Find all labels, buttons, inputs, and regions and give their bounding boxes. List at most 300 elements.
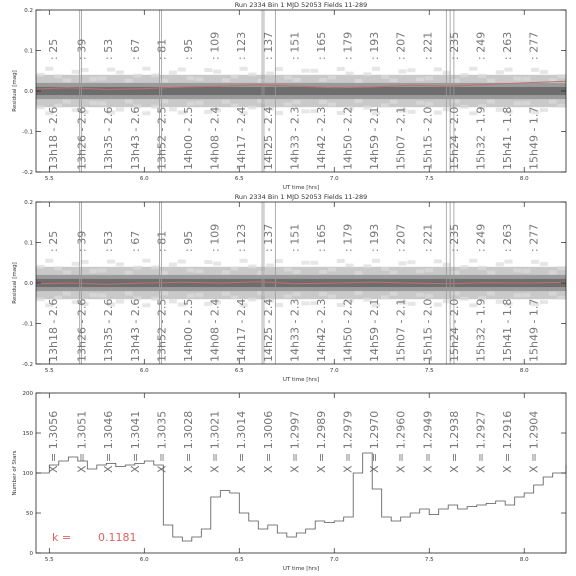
band-noise: [346, 72, 354, 76]
time-label: 13h43 - 2.6: [128, 298, 142, 362]
band-noise: [63, 292, 71, 296]
band-noise: [275, 303, 283, 307]
y-tick-label: 0.0: [24, 281, 33, 287]
band-noise: [151, 265, 159, 269]
x-tick-label: 6.5: [234, 176, 244, 182]
y-tick-label: 150: [22, 431, 33, 437]
band-noise: [63, 78, 71, 82]
band-noise: [248, 73, 256, 77]
band-noise: [169, 107, 177, 111]
field-label: : 123: [235, 31, 249, 60]
band-noise: [390, 292, 398, 296]
band-noise: [319, 270, 327, 274]
band-noise: [266, 71, 274, 75]
band-noise: [487, 79, 495, 83]
band-noise: [275, 259, 283, 263]
field-label: : 67: [128, 230, 142, 252]
field-label: : 221: [421, 31, 435, 60]
band-inner: [36, 87, 566, 95]
k-value: 0.1181: [98, 531, 137, 544]
band-noise: [72, 70, 80, 74]
band-noise: [381, 103, 389, 107]
field-label: : 25: [47, 230, 61, 252]
time-label: 15h41 - 1.8: [501, 106, 515, 170]
band-noise: [416, 269, 424, 273]
field-label: : 207: [394, 223, 408, 252]
band-noise: [346, 264, 354, 268]
band-noise: [116, 300, 124, 304]
airmass-label: X = 1.3041: [128, 410, 142, 473]
x-tick-label: 7.0: [329, 176, 339, 182]
x-tick-label: 6.5: [234, 557, 244, 563]
band-noise: [36, 265, 44, 269]
band-noise: [89, 101, 97, 105]
time-label: 14h17 - 2.4: [235, 298, 249, 362]
chart-title: Run 2334 Bin 1 MJD 52053 Fields 11-289: [234, 1, 368, 9]
field-label: : 109: [208, 223, 222, 252]
band-noise: [248, 297, 256, 301]
x-tick-label: 8.0: [519, 368, 529, 374]
band-noise: [266, 263, 274, 267]
field-label: : 179: [341, 223, 355, 252]
band-noise: [558, 296, 566, 300]
band-noise: [407, 110, 415, 114]
field-label: : 53: [102, 230, 116, 252]
x-tick-label: 5.5: [44, 557, 54, 563]
band-noise: [496, 70, 504, 74]
band-noise: [416, 101, 424, 105]
band-noise: [301, 261, 309, 265]
band-noise: [125, 271, 133, 275]
time-label: 14h59 - 2.1: [368, 106, 382, 170]
band-noise: [310, 261, 318, 265]
band-noise: [319, 292, 327, 296]
band-noise: [195, 293, 203, 297]
band-noise: [381, 295, 389, 299]
airmass-label: X = 1.2989: [314, 410, 328, 473]
band-noise: [142, 303, 150, 307]
x-tick-label: 7.0: [329, 557, 339, 563]
band-noise: [372, 67, 380, 71]
band-noise: [558, 104, 566, 108]
airmass-label: X = 1.2997: [288, 410, 302, 473]
time-label: 15h15 - 2.0: [421, 106, 435, 170]
time-label: 13h43 - 2.6: [128, 106, 142, 170]
band-noise: [363, 264, 371, 268]
band-noise: [222, 100, 230, 104]
airmass-label: X = 1.3046: [102, 410, 116, 473]
band-noise: [354, 79, 362, 83]
band-noise: [187, 268, 195, 272]
band-noise: [293, 292, 301, 296]
y-tick-label: 50: [26, 511, 33, 517]
band-noise: [222, 270, 230, 274]
band-noise: [390, 270, 398, 274]
time-label: 13h52 - 2.5: [155, 106, 169, 170]
x-tick-label: 6.0: [139, 176, 149, 182]
band-noise: [284, 268, 292, 272]
band-noise: [231, 75, 239, 79]
band-noise: [540, 70, 548, 74]
band-noise: [142, 111, 150, 115]
time-label: 14h33 - 2.3: [288, 106, 302, 170]
band-noise: [505, 260, 513, 264]
x-tick-label: 7.0: [329, 368, 339, 374]
airmass-label: X = 1.3014: [235, 410, 249, 473]
time-label: 15h32 - 1.9: [474, 106, 488, 170]
time-label: 14h17 - 2.4: [235, 106, 249, 170]
band-noise: [354, 99, 362, 103]
band-noise: [540, 262, 548, 266]
time-label: 15h41 - 1.8: [501, 298, 515, 362]
time-label: 15h32 - 1.9: [474, 298, 488, 362]
band-noise: [434, 303, 442, 307]
band-noise: [328, 103, 336, 107]
band-noise: [187, 76, 195, 80]
field-label: : 81: [155, 38, 169, 60]
field-label: : 263: [501, 31, 515, 60]
time-label: 14h50 - 2.2: [341, 106, 355, 170]
airmass-label: X = 1.2949: [421, 410, 435, 473]
y-tick-label: -0.1: [22, 129, 33, 136]
band-noise: [284, 102, 292, 106]
band-noise: [63, 100, 71, 104]
band-noise: [522, 269, 530, 273]
field-label: : 249: [474, 223, 488, 252]
chart-2: [12, 193, 566, 383]
band-noise: [293, 78, 301, 82]
band-noise: [301, 109, 309, 113]
band-noise: [98, 293, 106, 297]
band-noise: [248, 105, 256, 109]
field-label: : 39: [75, 38, 89, 60]
band-noise: [195, 269, 203, 273]
band-noise: [222, 292, 230, 296]
band-noise: [407, 302, 415, 306]
y-axis-label: Residual [mag]: [12, 70, 18, 112]
band-noise: [195, 101, 203, 105]
band-noise: [425, 268, 433, 272]
time-label: 14h08 - 2.4: [208, 106, 222, 170]
band-noise: [381, 75, 389, 79]
band-noise: [284, 76, 292, 80]
band-noise: [89, 77, 97, 81]
band-noise: [45, 259, 53, 263]
field-label: : 277: [527, 31, 541, 60]
band-noise: [284, 294, 292, 298]
field-label: : 179: [341, 31, 355, 60]
band-noise: [399, 261, 407, 265]
band-noise: [399, 69, 407, 73]
band-noise: [425, 294, 433, 298]
band-noise: [204, 68, 212, 72]
field-label: : 263: [501, 223, 515, 252]
band-noise: [204, 260, 212, 264]
band-noise: [89, 293, 97, 297]
band-noise: [116, 108, 124, 112]
field-label: : 207: [394, 31, 408, 60]
band-noise: [558, 74, 566, 78]
band-noise: [293, 270, 301, 274]
band-noise: [240, 67, 248, 71]
band-noise: [63, 270, 71, 274]
y-axis-label: Residual [mag]: [12, 262, 18, 304]
band-noise: [487, 99, 495, 103]
band-noise: [416, 293, 424, 297]
x-tick-label: 7.5: [424, 176, 434, 182]
airmass-label: X = 1.3051: [75, 410, 89, 473]
band-noise: [416, 77, 424, 81]
time-label: 15h07 - 2.1: [394, 106, 408, 170]
airmass-label: X = 1.3006: [261, 410, 275, 473]
band-noise: [54, 266, 62, 270]
band-noise: [522, 101, 530, 105]
time-label: 13h26 - 2.6: [75, 106, 89, 170]
x-tick-label: 5.5: [44, 368, 54, 374]
band-noise: [116, 70, 124, 74]
field-label: : 235: [447, 31, 461, 60]
band-noise: [178, 67, 186, 71]
airmass-label: X = 1.3021: [208, 410, 222, 473]
band-noise: [213, 262, 221, 266]
airmass-label: X = 1.2960: [394, 410, 408, 473]
band-noise: [178, 259, 186, 263]
band-noise: [151, 73, 159, 77]
field-label: : 249: [474, 31, 488, 60]
time-label: 15h49 - 1.7: [527, 106, 541, 170]
band-noise: [248, 265, 256, 269]
band-noise: [487, 291, 495, 295]
y-tick-label: 200: [22, 391, 33, 397]
band-noise: [460, 73, 468, 77]
time-label: 14h25 - 2.4: [261, 298, 275, 362]
airmass-label: X = 1.2904: [527, 410, 541, 473]
y-axis-label: Number of Stars: [12, 450, 18, 496]
y-tick-label: 0.2: [24, 200, 33, 206]
field-label: : 109: [208, 31, 222, 60]
band-noise: [540, 108, 548, 112]
band-noise: [469, 67, 477, 71]
field-label: : 95: [181, 230, 195, 252]
band-noise: [549, 100, 557, 104]
band-noise: [407, 68, 415, 72]
band-noise: [354, 271, 362, 275]
band-noise: [452, 291, 460, 295]
band-noise: [549, 270, 557, 274]
band-noise: [89, 269, 97, 273]
band-noise: [134, 266, 142, 270]
time-label: 14h25 - 2.4: [261, 106, 275, 170]
time-label: 13h35 - 2.6: [102, 298, 116, 362]
x-tick-label: 7.5: [424, 368, 434, 374]
band-noise: [328, 75, 336, 79]
band-noise: [36, 105, 44, 109]
band-noise: [301, 69, 309, 73]
band-noise: [319, 100, 327, 104]
band-noise: [293, 100, 301, 104]
band-noise: [337, 67, 345, 71]
chart-title: Run 2334 Bin 1 MJD 52053 Fields 11-289: [234, 193, 368, 201]
time-label: 13h18 - 2.6: [47, 298, 61, 362]
airmass-label: X = 1.2916: [501, 410, 515, 473]
time-label: 14h33 - 2.3: [288, 298, 302, 362]
time-label: 15h49 - 1.7: [527, 298, 541, 362]
band-noise: [98, 269, 106, 273]
band-noise: [452, 99, 460, 103]
band-noise: [372, 259, 380, 263]
band-noise: [505, 68, 513, 72]
airmass-label: X = 1.2938: [447, 410, 461, 473]
x-tick-label: 6.0: [139, 368, 149, 374]
band-noise: [460, 297, 468, 301]
field-label: : 277: [527, 223, 541, 252]
y-tick-label: 0.0: [24, 89, 33, 95]
time-label: 15h15 - 2.0: [421, 298, 435, 362]
time-label: 13h18 - 2.6: [47, 106, 61, 170]
time-label: 13h35 - 2.6: [102, 106, 116, 170]
chart-3: [12, 391, 566, 572]
x-axis-label: UT time [hrs]: [282, 185, 320, 191]
band-noise: [549, 292, 557, 296]
band-noise: [310, 69, 318, 73]
field-label: : 39: [75, 230, 89, 252]
time-label: 14h00 - 2.5: [181, 106, 195, 170]
field-label: : 165: [314, 31, 328, 60]
band-noise: [169, 71, 177, 75]
band-noise: [240, 259, 248, 263]
x-tick-label: 7.5: [424, 557, 434, 563]
band-noise: [425, 102, 433, 106]
band-noise: [452, 271, 460, 275]
band-noise: [407, 260, 415, 264]
band-noise: [187, 294, 195, 298]
band-noise: [36, 297, 44, 301]
field-label: : 137: [261, 223, 275, 252]
airmass-label: X = 1.3035: [155, 410, 169, 473]
field-label: : 165: [314, 223, 328, 252]
band-noise: [45, 67, 53, 71]
y-tick-label: -0.2: [22, 362, 33, 368]
band-noise: [478, 266, 486, 270]
time-label: 14h42 - 2.3: [314, 298, 328, 362]
time-label: 14h50 - 2.2: [341, 298, 355, 362]
time-label: 15h24 - 2.0: [447, 106, 461, 170]
airmass-label: X = 1.2927: [474, 410, 488, 473]
x-tick-label: 8.0: [519, 176, 529, 182]
band-noise: [381, 267, 389, 271]
x-tick-label: 6.0: [139, 557, 149, 563]
time-label: 14h59 - 2.1: [368, 298, 382, 362]
band-noise: [452, 79, 460, 83]
y-tick-label: 0.1: [24, 48, 33, 55]
band-noise: [275, 67, 283, 71]
band-noise: [443, 263, 451, 267]
time-label: 13h52 - 2.5: [155, 298, 169, 362]
field-label: : 123: [235, 223, 249, 252]
band-noise: [434, 259, 442, 263]
band-noise: [72, 262, 80, 266]
band-noise: [531, 68, 539, 72]
field-label: : 193: [368, 223, 382, 252]
field-label: : 25: [47, 38, 61, 60]
band-noise: [522, 77, 530, 81]
band-noise: [531, 260, 539, 264]
x-axis-label: UT time [hrs]: [282, 377, 320, 383]
field-label: : 151: [288, 223, 302, 252]
band-noise: [98, 101, 106, 105]
band-noise: [513, 101, 521, 105]
k-label: k =: [52, 531, 72, 544]
time-label: 14h08 - 2.4: [208, 298, 222, 362]
band-noise: [328, 267, 336, 271]
band-noise: [275, 111, 283, 115]
y-tick-label: -0.2: [22, 170, 33, 176]
band-noise: [443, 71, 451, 75]
band-noise: [142, 67, 150, 71]
field-label: : 95: [181, 38, 195, 60]
airmass-label: X = 1.3056: [47, 410, 61, 473]
band-noise: [540, 300, 548, 304]
band-noise: [460, 265, 468, 269]
time-label: 15h07 - 2.1: [394, 298, 408, 362]
y-tick-label: 0.1: [24, 240, 33, 247]
airmass-label: X = 1.2979: [341, 410, 355, 473]
field-label: : 193: [368, 31, 382, 60]
y-tick-label: 0.2: [24, 8, 33, 14]
band-noise: [169, 299, 177, 303]
field-label: : 53: [102, 38, 116, 60]
band-noise: [434, 111, 442, 115]
band-noise: [222, 78, 230, 82]
y-tick-label: 0: [29, 551, 33, 557]
band-noise: [169, 263, 177, 267]
time-label: 14h42 - 2.3: [314, 106, 328, 170]
band-noise: [522, 293, 530, 297]
band-noise: [36, 73, 44, 77]
band-noise: [354, 291, 362, 295]
band-noise: [513, 293, 521, 297]
band-noise: [390, 100, 398, 104]
x-tick-label: 5.5: [44, 176, 54, 182]
band-noise: [558, 266, 566, 270]
band-noise: [116, 262, 124, 266]
x-tick-label: 6.5: [234, 368, 244, 374]
band-noise: [319, 78, 327, 82]
band-noise: [54, 74, 62, 78]
y-tick-label: 100: [22, 471, 33, 477]
x-axis-label: UT time [hrs]: [282, 566, 320, 572]
band-noise: [363, 72, 371, 76]
band-noise: [478, 74, 486, 78]
band-noise: [134, 74, 142, 78]
field-label: : 151: [288, 31, 302, 60]
band-noise: [98, 77, 106, 81]
band-noise: [496, 262, 504, 266]
band-noise: [125, 291, 133, 295]
field-label: : 137: [261, 31, 275, 60]
band-noise: [142, 259, 150, 263]
band-noise: [231, 267, 239, 271]
band-noise: [460, 105, 468, 109]
x-tick-label: 8.0: [519, 557, 529, 563]
band-noise: [301, 301, 309, 305]
band-noise: [513, 269, 521, 273]
band-noise: [513, 77, 521, 81]
field-label: : 81: [155, 230, 169, 252]
band-noise: [195, 77, 203, 81]
airmass-label: X = 1.3028: [181, 410, 195, 473]
band-noise: [425, 76, 433, 80]
